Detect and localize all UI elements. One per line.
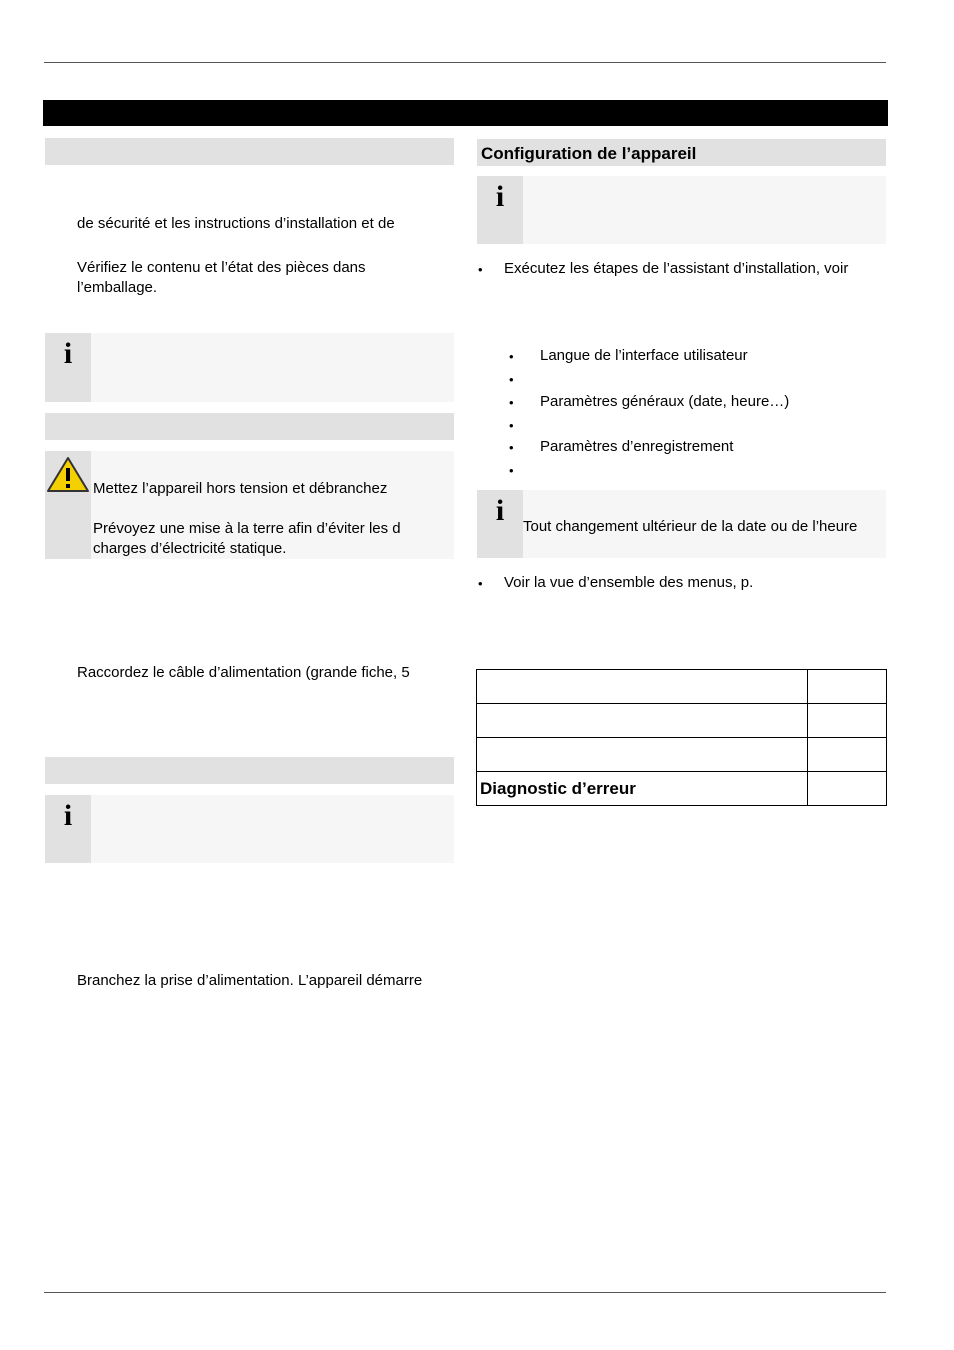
power-plug-text: Branchez la prise d’alimentation. L’appareil démarre [77, 972, 423, 989]
table-row [477, 704, 887, 738]
table-cell [808, 704, 887, 738]
warning-icon [45, 455, 91, 495]
list-item: Paramètres d’enregistrement [540, 438, 734, 455]
table-cell [808, 738, 887, 772]
date-change-note: Tout changement ultérieur de la date ou de l’heure [523, 518, 858, 535]
table-cell [477, 738, 808, 772]
check-contents-text: Vérifiez le contenu et l’état des pièces dans [77, 259, 366, 276]
table-cell [808, 772, 887, 806]
list-item: Langue de l’interface utilisateur [540, 347, 748, 364]
table-row [477, 738, 887, 772]
info-icon: i [495, 180, 505, 213]
warning-text-static: charges d’électricité statique. [93, 540, 287, 557]
footer-rule [44, 1292, 886, 1293]
bullet-marker: • [478, 262, 483, 277]
section-heading: Configuration de l’appareil [481, 144, 697, 163]
table-cell [477, 704, 808, 738]
info-note-1 [45, 333, 454, 402]
chapter-bar [43, 100, 888, 126]
table-cell [477, 670, 808, 704]
list-bullet: • [509, 418, 514, 433]
list-bullet: • [509, 372, 514, 387]
warning-text-grounding: Prévoyez une mise à la terre afin d’éviter les d [93, 520, 401, 537]
intro-text: de sécurité et les instructions d’installation et de [77, 215, 395, 232]
table-row [477, 772, 887, 806]
list-item: Paramètres généraux (date, heure…) [540, 393, 790, 410]
menu-overview-text: Voir la vue d’ensemble des menus, p. [504, 574, 754, 591]
section-bar-connection [45, 413, 454, 440]
info-icon: i [63, 799, 73, 832]
section-bar-startup [45, 757, 454, 784]
table-row [477, 670, 887, 704]
packaging-text: l’emballage. [77, 279, 158, 296]
table-cell [808, 670, 887, 704]
bullet-marker: • [478, 576, 483, 591]
list-bullet: • [509, 440, 514, 455]
info-note-2 [45, 795, 454, 863]
wizard-step-text: Exécutez les étapes de l’assistant d’installation, voir [504, 260, 849, 277]
info-icon: i [495, 494, 505, 527]
reference-table [476, 669, 887, 806]
info-note-3 [477, 176, 886, 244]
list-bullet: • [509, 349, 514, 364]
table-cell: Diagnostic d’erreur [477, 772, 808, 806]
warning-text-power-off: Mettez l’appareil hors tension et débranchez [93, 480, 388, 497]
header-rule [44, 62, 886, 63]
info-icon: i [63, 337, 73, 370]
section-bar-unpacking [45, 138, 454, 165]
power-cable-text: Raccordez le câble d’alimentation (grande fiche, 5 [77, 664, 410, 681]
section-bar-configuration [477, 139, 886, 166]
list-bullet: • [509, 463, 514, 478]
list-bullet: • [509, 395, 514, 410]
